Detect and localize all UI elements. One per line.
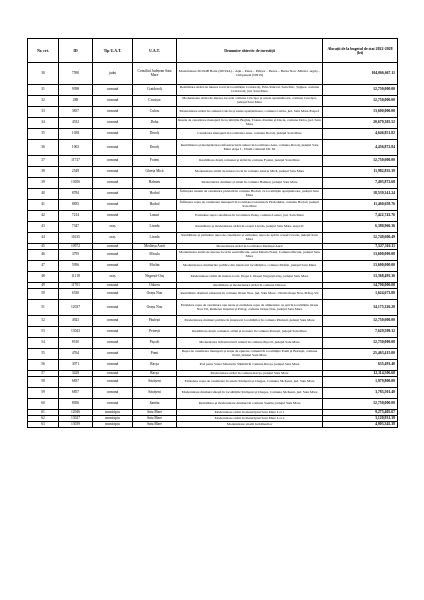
cell-denumire: Reabilitare drumuri existente în comune Orașu Nou, jud. Satu Mare - Drum Orașu Nou, Prilog-Vii xyxy=(177,289,323,300)
cell-denumire: Reabilitare și extindere rețea de canalizare și extindere rețea de apă în orașul Livada, județul Satu Mare xyxy=(177,233,323,244)
cell-uat: Gherța Mică xyxy=(133,167,177,178)
cell-uat: Pișcolt xyxy=(133,338,177,349)
cell-id: 8510 xyxy=(59,338,93,349)
cell-denumire: Modernizare DJ194B Botiz (DN19A) – Ațin – Petea – Pelișor – Berea – Berea Nou -Micula -Agriș – Cimpeneni (DN19) xyxy=(177,63,323,85)
cell-alocatii: 4,456,872.84 xyxy=(323,140,398,156)
cell-denumire: Extindere rețea de canalizare ape uzate și extindere rețea de alimentare cu apă în localitățile Orașu Nou Vii, Remetea Oașului și Prilog, comuna Orașu Nou, județul Satu Mare xyxy=(177,300,323,316)
cell-id: 12946 xyxy=(59,410,93,416)
cell-tip: municipiu xyxy=(93,416,133,422)
header-uat: U.A.T. xyxy=(133,39,177,63)
cell-id: 1063 xyxy=(59,140,93,156)
cell-nr: 40 xyxy=(28,189,59,200)
cell-alocatii: 3,120,931.38 xyxy=(323,416,398,422)
cell-nr: 47 xyxy=(28,261,59,272)
cell-tip: comună xyxy=(93,211,133,222)
cell-denumire: Canalizare menajeră în localitatea Atea, comuna Dorolț, județul Satu Mare xyxy=(177,129,323,140)
table-row xyxy=(28,156,398,167)
cell-alocatii: 25,463,415.00 xyxy=(323,349,398,360)
cell-denumire: Reabilitare străzi de interes local în localitățile Craidorolț, Eriu-Sâncrai, Satu Mic, Țeghea, comuna Craidorolț, jud. Satu Mare xyxy=(177,85,323,96)
cell-id: 11701 xyxy=(59,283,93,289)
cell-tip: oraș xyxy=(93,222,133,233)
table-row xyxy=(28,178,398,189)
cell-uat: Culciu xyxy=(133,107,177,118)
table-row xyxy=(28,107,398,118)
cell-uat: Consiliul Județean Satu Mare xyxy=(133,63,177,85)
cell-uat: Foieni xyxy=(133,156,177,167)
cell-alocatii: 7,527,316.11 xyxy=(323,244,398,250)
cell-denumire: Modernizare străzi în comuna Culciu și satele aparținătoare, comuna Culciu, jud. Satu Mare-Etapa I xyxy=(177,107,323,118)
cell-uat: Hodod xyxy=(133,200,177,211)
cell-id: 6538 xyxy=(59,289,93,300)
cell-alocatii: 12,114,506.60 xyxy=(323,371,398,377)
table-row xyxy=(28,399,398,410)
cell-tip: oraș xyxy=(93,233,133,244)
cell-uat: Medieșu Aurit xyxy=(133,244,177,250)
cell-nr: 31 xyxy=(28,85,59,96)
cell-alocatii: 12,750,000.00 xyxy=(323,399,398,410)
cell-alocatii: 18,539,341.24 xyxy=(323,189,398,200)
cell-denumire: Modernizarea drumurilor publice din interiorul localităților, comuna Moftin, județul Satu Mare xyxy=(177,261,323,272)
cell-alocatii: 11,982,835.39 xyxy=(323,167,398,178)
cell-alocatii: 12,750,000.00 xyxy=(323,316,398,327)
cell-alocatii: 13,600,000.00 xyxy=(323,107,398,118)
cell-denumire: Extindere rețea canalizare în localitatea Peleș, comuna Lazuri, jud. Satu Mare xyxy=(177,211,323,222)
cell-tip: comună xyxy=(93,349,133,360)
cell-alocatii: 13,368,495.36 xyxy=(323,272,398,283)
cell-id: 8056 xyxy=(59,399,93,410)
cell-uat: Negrești-Oaș xyxy=(133,272,177,283)
cell-uat: Dorolț xyxy=(133,129,177,140)
cell-id: 8835 xyxy=(59,200,93,211)
header-nr: Nr. crt. xyxy=(28,39,59,63)
cell-denumire: Modernizare străzi de interes local în comuna Gherța Mică, județul Satu Mare xyxy=(177,167,323,178)
cell-tip: comună xyxy=(93,283,133,289)
cell-tip: comună xyxy=(93,338,133,349)
cell-id: 7214 xyxy=(59,211,93,222)
cell-denumire: Reabilitare și modernizare străzi în comuna Odoreu xyxy=(177,283,323,289)
table-row xyxy=(28,316,398,327)
cell-tip: oraș xyxy=(93,272,133,283)
table-row xyxy=(28,200,398,211)
table-row xyxy=(28,272,398,283)
cell-uat: Livada xyxy=(133,233,177,244)
cell-denumire: Reabilitare drum comunal, străzi și trotuare în comuna Petrești, județul Satu Mare xyxy=(177,327,323,338)
cell-uat: Halmeu xyxy=(133,178,177,189)
table-row xyxy=(28,63,398,85)
cell-tip: comună xyxy=(93,261,133,272)
cell-nr: 57 xyxy=(28,371,59,377)
cell-uat: Păulești xyxy=(133,316,177,327)
cell-denumire: Reabilitare și modernizare drumuri în comuna Santău, județul Satu Mare xyxy=(177,399,323,410)
cell-uat: Petrești xyxy=(133,327,177,338)
table-header-row xyxy=(28,39,398,63)
cell-uat: Săcășeni xyxy=(133,377,177,388)
cell-tip: comună xyxy=(93,200,133,211)
cell-alocatii: 12,750,000.00 xyxy=(323,96,398,107)
cell-id: 11118 xyxy=(59,272,93,283)
header-denumire: Denumire obiectiv de investiții xyxy=(177,39,323,63)
cell-alocatii: 12,750,000.00 xyxy=(323,338,398,349)
cell-alocatii: 104,066,667.11 xyxy=(323,63,398,85)
cell-nr: 59 xyxy=(28,388,59,399)
cell-tip: comună xyxy=(93,377,133,388)
cell-uat: Craidorolț xyxy=(133,85,177,96)
cell-tip: comună xyxy=(93,388,133,399)
cell-nr: 56 xyxy=(28,360,59,371)
cell-alocatii: 7,422,743.76 xyxy=(323,211,398,222)
cell-id: 3429 xyxy=(59,371,93,377)
table-row xyxy=(28,222,398,233)
cell-denumire: Modernizare străzi în municipiul Satu Mare Lot 1 xyxy=(177,410,323,416)
cell-id: 6857 xyxy=(59,388,93,399)
cell-id: 5956 xyxy=(59,261,93,272)
cell-denumire: Modernizare infrastructură rutieră în comuna Pișcolt, județul Satu Mare xyxy=(177,338,323,349)
cell-nr: 49 xyxy=(28,283,59,289)
cell-uat: Pomi xyxy=(133,349,177,360)
cell-denumire: Reabilitare și modernizare străzi în orașul Livada, județul Satu Mare, etapa II xyxy=(177,222,323,233)
table-row xyxy=(28,422,398,428)
cell-id: 10972 xyxy=(59,244,93,250)
cell-nr: 63 xyxy=(28,422,59,428)
cell-tip: comună xyxy=(93,156,133,167)
cell-denumire: Modernizare străzi de interes local- Etapa I, Orașul Negrești-Oaș, județul Satu Mare xyxy=(177,272,323,283)
table-row xyxy=(28,377,398,388)
cell-nr: 51 xyxy=(28,300,59,316)
cell-nr: 45 xyxy=(28,244,59,250)
cell-nr: 53 xyxy=(28,327,59,338)
cell-nr: 30 xyxy=(28,63,59,85)
cell-tip: municipiu xyxy=(93,410,133,416)
cell-nr: 39 xyxy=(28,178,59,189)
cell-nr: 52 xyxy=(28,316,59,327)
table-row xyxy=(28,300,398,316)
cell-denumire: Reabilitare drum comunal și străzi în comuna Foieni, județul Satu Mare xyxy=(177,156,323,167)
table-body xyxy=(28,63,398,428)
cell-id: 2549 xyxy=(59,167,93,178)
cell-denumire: Modernizare stradă Grădinarilor xyxy=(177,422,323,428)
cell-uat: Santău xyxy=(133,399,177,410)
cell-id: 3071 xyxy=(59,360,93,371)
cell-tip: comună xyxy=(93,244,133,250)
cell-id: 1038 xyxy=(59,129,93,140)
cell-alocatii: 11,460,658.76 xyxy=(323,200,398,211)
cell-uat: Orașu Nou xyxy=(133,289,177,300)
cell-id: 288 xyxy=(59,96,93,107)
cell-id: 4923 xyxy=(59,316,93,327)
cell-nr: 44 xyxy=(28,233,59,244)
cell-uat: Micula xyxy=(133,250,177,261)
cell-alocatii: 14,700,000.00 xyxy=(323,283,398,289)
cell-alocatii: 4,003,345.38 xyxy=(323,422,398,428)
cell-tip: comună xyxy=(93,289,133,300)
cell-nr: 32 xyxy=(28,96,59,107)
cell-id: 13027 xyxy=(59,416,93,422)
cell-alocatii: 6,380,966.36 xyxy=(323,222,398,233)
cell-nr: 41 xyxy=(28,200,59,211)
cell-id: 6837 xyxy=(59,377,93,388)
cell-alocatii: 13,600,000.00 xyxy=(323,261,398,272)
cell-uat: Săcășeni xyxy=(133,388,177,399)
cell-nr: 54 xyxy=(28,338,59,349)
header-alocatii: Alocații de la bugetul de stat 2022-2028 (lei) xyxy=(323,39,398,63)
cell-denumire: Pod peste Valea Sătului în Sătmăli în comuna Racșa, județul Satu Mare xyxy=(177,360,323,371)
cell-tip: municipiu xyxy=(93,422,133,428)
cell-id: 12037 xyxy=(59,300,93,316)
table-row xyxy=(28,289,398,300)
cell-alocatii: 3,783,501.40 xyxy=(323,388,398,399)
cell-id: 11737 xyxy=(59,156,93,167)
cell-alocatii: 7,493,872.68 xyxy=(323,178,398,189)
cell-uat: Crucișor xyxy=(133,96,177,107)
cell-uat: Livada xyxy=(133,222,177,233)
cell-id: 3837 xyxy=(59,107,93,118)
cell-denumire: Înființare sistem de canalizare pluvială în comuna Hodod, cu localitățile aparținătoare, județul Satu Mare xyxy=(177,189,323,200)
cell-denumire: Modernizare drumuri publice în interiorul localităților în comuna Păulești, județul Satu Mare xyxy=(177,316,323,327)
table-row xyxy=(28,250,398,261)
table-row xyxy=(28,360,398,371)
cell-nr: 50 xyxy=(28,289,59,300)
table-row xyxy=(28,189,398,200)
cell-denumire: Reabilitarea și modernizarea infrastructurii rutiere în localitatea Atea, comuna Dorolț, județul Satu Mare etapa I - Drum comunal DC 62 xyxy=(177,140,323,156)
table-row xyxy=(28,140,398,156)
cell-tip: comună xyxy=(93,118,133,129)
cell-denumire: Modernizare străzi de interes local în satul Micula, satul Micula Nouă, Comuna Micula, județul Satu Mare xyxy=(177,250,323,261)
cell-uat: Satu Mare xyxy=(133,410,177,416)
cell-alocatii: 12,749,600.49 xyxy=(323,233,398,244)
cell-tip: comună xyxy=(93,129,133,140)
cell-tip: comună xyxy=(93,371,133,377)
cell-denumire: Rețea de canalizare menajeră și stație de epurare comună în localitățile Pomi și Borlești, comuna Pomi, județul Satu Mare xyxy=(177,349,323,360)
cell-denumire: Rețele de canalizare menajeră în localitățile Boghiș, Traian, Paulian și Dacia, comuna Doba, jud. Satu Mare xyxy=(177,118,323,129)
cell-alocatii: 12,750,000.00 xyxy=(323,85,398,96)
cell-id: 9398 xyxy=(59,85,93,96)
cell-uat: Racșa xyxy=(133,360,177,371)
cell-tip: comună xyxy=(93,300,133,316)
cell-nr: 42 xyxy=(28,211,59,222)
cell-id: 11635 xyxy=(59,233,93,244)
header-tip: Tip U.A.T. xyxy=(93,39,133,63)
table-row xyxy=(28,167,398,178)
cell-tip: comună xyxy=(93,250,133,261)
cell-nr: 61 xyxy=(28,410,59,416)
table-row xyxy=(28,388,398,399)
cell-nr: 35 xyxy=(28,129,59,140)
cell-uat: Moftin xyxy=(133,261,177,272)
cell-nr: 33 xyxy=(28,107,59,118)
cell-id: 13043 xyxy=(59,327,93,338)
cell-uat: Doba xyxy=(133,118,177,129)
cell-tip: comună xyxy=(93,107,133,118)
cell-id: 7590 xyxy=(59,63,93,85)
table-row xyxy=(28,233,398,244)
table-row xyxy=(28,211,398,222)
cell-id: 4764 xyxy=(59,349,93,360)
investment-table xyxy=(27,38,398,428)
cell-alocatii: 13,600,000.00 xyxy=(323,250,398,261)
header-id: ID xyxy=(59,39,93,63)
cell-id: 4532 xyxy=(59,118,93,129)
cell-id: 13039 xyxy=(59,422,93,428)
cell-uat: Racșa xyxy=(133,371,177,377)
cell-denumire: Modernizare străzi în localitatea Medieșu Aurit xyxy=(177,244,323,250)
cell-uat: Lazuri xyxy=(133,211,177,222)
cell-nr: 36 xyxy=(28,140,59,156)
cell-alocatii: 12,750,000.00 xyxy=(323,156,398,167)
table-row xyxy=(28,96,398,107)
cell-alocatii: 20,679,305.52 xyxy=(323,118,398,129)
cell-nr: 38 xyxy=(28,167,59,178)
table-row xyxy=(28,327,398,338)
cell-alocatii: 1,624,673.80 xyxy=(323,289,398,300)
table-row xyxy=(28,261,398,272)
cell-uat: Satu Mare xyxy=(133,422,177,428)
cell-tip: comună xyxy=(93,189,133,200)
cell-id: 8784 xyxy=(59,189,93,200)
cell-uat: Orașu Nou xyxy=(133,300,177,316)
cell-nr: 62 xyxy=(28,416,59,422)
cell-tip: comună xyxy=(93,360,133,371)
cell-tip: comună xyxy=(93,178,133,189)
cell-nr: 34 xyxy=(28,118,59,129)
table-row xyxy=(28,85,398,96)
table-row xyxy=(28,338,398,349)
cell-alocatii: 4,646,851.82 xyxy=(323,129,398,140)
cell-denumire: Modernizare drumuri sătești în localitățile Săcășeni și Chegea, Comuna Săcășeni, jud. Satu Mare xyxy=(177,388,323,399)
cell-alocatii: 635,493.40 xyxy=(323,360,398,371)
cell-nr: 60 xyxy=(28,399,59,410)
cell-uat: Dorolț xyxy=(133,140,177,156)
cell-nr: 46 xyxy=(28,250,59,261)
cell-nr: 55 xyxy=(28,349,59,360)
cell-nr: 58 xyxy=(28,377,59,388)
cell-id: 13056 xyxy=(59,178,93,189)
cell-uat: Odoreu xyxy=(133,283,177,289)
table-row xyxy=(28,129,398,140)
cell-alocatii: 1,979,800.00 xyxy=(323,377,398,388)
cell-tip: comună xyxy=(93,316,133,327)
cell-alocatii: 9,275,405.67 xyxy=(323,410,398,416)
cell-alocatii: 34,175,326.20 xyxy=(323,300,398,316)
cell-denumire: Modernizare străzi în comuna Racșa, județul Satu Mare xyxy=(177,371,323,377)
cell-uat: Satu Mare xyxy=(133,416,177,422)
cell-id: 7347 xyxy=(59,222,93,233)
cell-nr: 37 xyxy=(28,156,59,167)
table-row xyxy=(28,349,398,360)
cell-id: 3795 xyxy=(59,250,93,261)
cell-tip: comună xyxy=(93,96,133,107)
cell-tip: comună xyxy=(93,399,133,410)
cell-uat: Hodod xyxy=(133,189,177,200)
cell-nr: 48 xyxy=(28,272,59,283)
cell-tip: comună xyxy=(93,327,133,338)
cell-denumire: Extindere rețea de canalizare în satele Săcășeni și Chegea, Comuna Săcășeni, jud. Satu Mare xyxy=(177,377,323,388)
cell-denumire: Modernizare străzi de interes local în comuna Crucișor și satele aparținătoare, comuna Crucișor, județul Satu Mare xyxy=(177,96,323,107)
cell-denumire: Modernizare drumuri și străzi în comuna Halmeu, județul Satu Mare xyxy=(177,178,323,189)
cell-denumire: Modernizare străzi în municipiul Satu Mare Lot 2 xyxy=(177,416,323,422)
cell-tip: comună xyxy=(93,167,133,178)
table-row xyxy=(28,118,398,129)
cell-alocatii: 7,629,599.32 xyxy=(323,327,398,338)
cell-tip: comună xyxy=(93,140,133,156)
cell-tip: județ xyxy=(93,63,133,85)
cell-denumire: Înființare rețea de canalizare menajeră în localitatea Giurtelecu Hododului, comuna Hodod, județul Satu Mare xyxy=(177,200,323,211)
cell-nr: 43 xyxy=(28,222,59,233)
cell-tip: comună xyxy=(93,85,133,96)
